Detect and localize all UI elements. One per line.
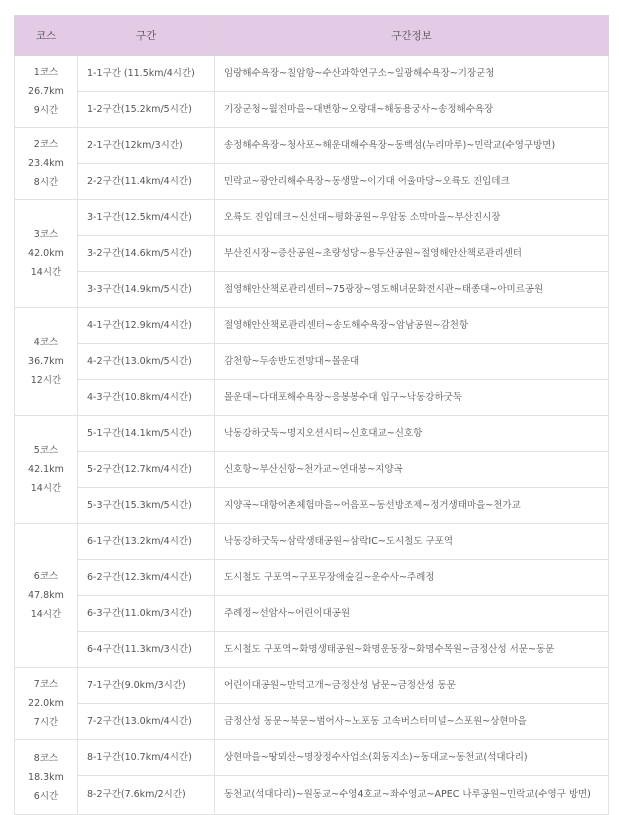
- course-cell: [15, 416, 78, 524]
- course-cell: [15, 56, 78, 128]
- section-label: 1-2구간(15.2km/5시간): [78, 92, 215, 128]
- table-header-row: [15, 16, 609, 56]
- table-row: [15, 380, 609, 416]
- section-info: 송정해수욕장~청사포~해운대해수욕장~동백섬(누리마루)~민락교(수영구방면): [215, 128, 609, 164]
- table-row: [15, 272, 609, 308]
- table-row: [15, 200, 609, 236]
- section-info: 낙동강하굿둑~명지오션시티~신호대교~신호항: [215, 416, 609, 452]
- course-distance: 36.7km: [28, 356, 64, 367]
- course-time: 14시간: [30, 609, 62, 620]
- header-section: 구간: [78, 16, 215, 56]
- section-label: 6-1구간(13.2km/4시간): [78, 524, 215, 560]
- section-info: 몰운대~다대포해수욕장~응봉봉수대 입구~낙동강하굿둑: [215, 380, 609, 416]
- course-time: 12시간: [30, 375, 62, 386]
- table-row: [15, 452, 609, 488]
- course-distance: 42.1km: [28, 464, 64, 475]
- section-label: 4-1구간(12.9km/4시간): [78, 308, 215, 344]
- table-row: [15, 740, 609, 776]
- table-row: [15, 164, 609, 200]
- course-time: 14시간: [30, 267, 62, 278]
- course-cell: [15, 200, 78, 308]
- table-row: [15, 56, 609, 92]
- section-info: 지양곡~대항어촌체험마을~어음포~동선방조제~정거생태마을~천가교: [215, 488, 609, 524]
- course-time: 8시간: [33, 177, 59, 188]
- section-label: 5-3구간(15.3km/5시간): [78, 488, 215, 524]
- section-label: 8-2구간(7.6km/2시간): [78, 776, 215, 815]
- section-info: 부산진시장~증산공원~초량성당~용두산공원~절영해안산책로관리센터: [215, 236, 609, 272]
- course-distance: 26.7km: [28, 86, 64, 97]
- section-info: 상현마을~땅뫼산~명장정수사업소(회동지소)~동대교~동천교(석대다리): [215, 740, 609, 776]
- course-cell: [15, 668, 78, 740]
- course-name: 5코스: [33, 445, 59, 456]
- course-cell: [15, 524, 78, 668]
- section-info: 도시철도 구포역~화명생태공원~화명운동장~화명수목원~금정산성 서문~동문: [215, 632, 609, 668]
- section-label: 3-3구간(14.9km/5시간): [78, 272, 215, 308]
- course-table-container: [14, 15, 608, 815]
- section-info: 오륙도 진입데크~신선대~평화공원~우암동 소막마을~부산진시장: [215, 200, 609, 236]
- table-row: [15, 632, 609, 668]
- course-name: 4코스: [33, 337, 59, 348]
- section-label: 2-1구간(12km/3시간): [78, 128, 215, 164]
- table-row: [15, 704, 609, 740]
- table-row: [15, 236, 609, 272]
- course-name: 3코스: [33, 229, 59, 240]
- section-info: 절영해안산책로관리센터~75광장~영도해녀문화전시관~태종대~아미르공원: [215, 272, 609, 308]
- course-name: 6코스: [33, 571, 59, 582]
- header-course: 코스: [15, 16, 78, 56]
- section-label: 8-1구간(10.7km/4시간): [78, 740, 215, 776]
- table-row: [15, 416, 609, 452]
- table-row: [15, 776, 609, 815]
- section-label: 3-1구간(12.5km/4시간): [78, 200, 215, 236]
- course-cell: [15, 308, 78, 416]
- course-distance: 47.8km: [28, 590, 64, 601]
- section-info: 동천교(석대다리)~원동교~수영4호교~좌수영교~APEC 나루공원~민락교(수영구 방면): [215, 776, 609, 815]
- table-row: [15, 92, 609, 128]
- course-distance: 23.4km: [28, 158, 64, 169]
- table-row: [15, 560, 609, 596]
- section-label: 6-3구간(11.0km/3시간): [78, 596, 215, 632]
- table-row: [15, 596, 609, 632]
- section-label: 3-2구간(14.6km/5시간): [78, 236, 215, 272]
- section-label: 1-1구간 (11.5km/4시간): [78, 56, 215, 92]
- course-name: 1코스: [33, 67, 59, 78]
- course-cell: [15, 740, 78, 815]
- course-cell: [15, 128, 78, 200]
- section-info: 민락교~광안리해수욕장~동생말~이기대 어울마당~오륙도 진입데크: [215, 164, 609, 200]
- table-row: [15, 668, 609, 704]
- course-distance: 42.0km: [28, 248, 64, 259]
- course-time: 6시간: [33, 790, 59, 802]
- section-info: 어린이대공원~만덕고개~금정산성 남문~금정산성 동문: [215, 668, 609, 704]
- section-label: 4-3구간(10.8km/4시간): [78, 380, 215, 416]
- section-label: 5-1구간(14.1km/5시간): [78, 416, 215, 452]
- header-section-info: 구간정보: [215, 16, 609, 56]
- table-row: [15, 488, 609, 524]
- table-row: [15, 128, 609, 164]
- section-info: 낙동강하굿둑~삼락생태공원~삼락IC~도시철도 구포역: [215, 524, 609, 560]
- section-label: 4-2구간(13.0km/5시간): [78, 344, 215, 380]
- section-label: 7-2구간(13.0km/4시간): [78, 704, 215, 740]
- course-name: 7코스: [33, 679, 59, 690]
- section-info: 절영해안산책로관리센터~송도해수욕장~암남공원~감천항: [215, 308, 609, 344]
- course-time: 14시간: [30, 483, 62, 494]
- section-info: 신호항~부산신항~천가교~연대봉~지양곡: [215, 452, 609, 488]
- course-name: 2코스: [33, 139, 59, 150]
- section-info: 금정산성 동문~북문~범어사~노포동 고속버스터미널~스포원~상현마을: [215, 704, 609, 740]
- course-distance: 18.3km: [28, 771, 64, 783]
- table-row: [15, 308, 609, 344]
- section-label: 7-1구간(9.0km/3시간): [78, 668, 215, 704]
- course-time: 7시간: [33, 717, 59, 728]
- section-info: 감천항~두송반도전망대~몰운대: [215, 344, 609, 380]
- course-table: [14, 15, 609, 815]
- section-info: 임랑해수욕장~칠암항~수산과학연구소~일광해수욕장~기장군청: [215, 56, 609, 92]
- course-name: 8코스: [33, 752, 59, 764]
- course-time: 9시간: [33, 105, 59, 116]
- section-info: 기장군청~월전마을~대변항~오랑대~해동용궁사~송정해수욕장: [215, 92, 609, 128]
- table-row: [15, 524, 609, 560]
- section-label: 2-2구간(11.4km/4시간): [78, 164, 215, 200]
- section-info: 도시철도 구포역~구포무장애숲길~운수사~주례정: [215, 560, 609, 596]
- section-label: 5-2구간(12.7km/4시간): [78, 452, 215, 488]
- section-label: 6-4구간(11.3km/3시간): [78, 632, 215, 668]
- table-row: [15, 344, 609, 380]
- section-info: 주례정~선암사~어린이대공원: [215, 596, 609, 632]
- section-label: 6-2구간(12.3km/4시간): [78, 560, 215, 596]
- course-distance: 22.0km: [28, 698, 64, 709]
